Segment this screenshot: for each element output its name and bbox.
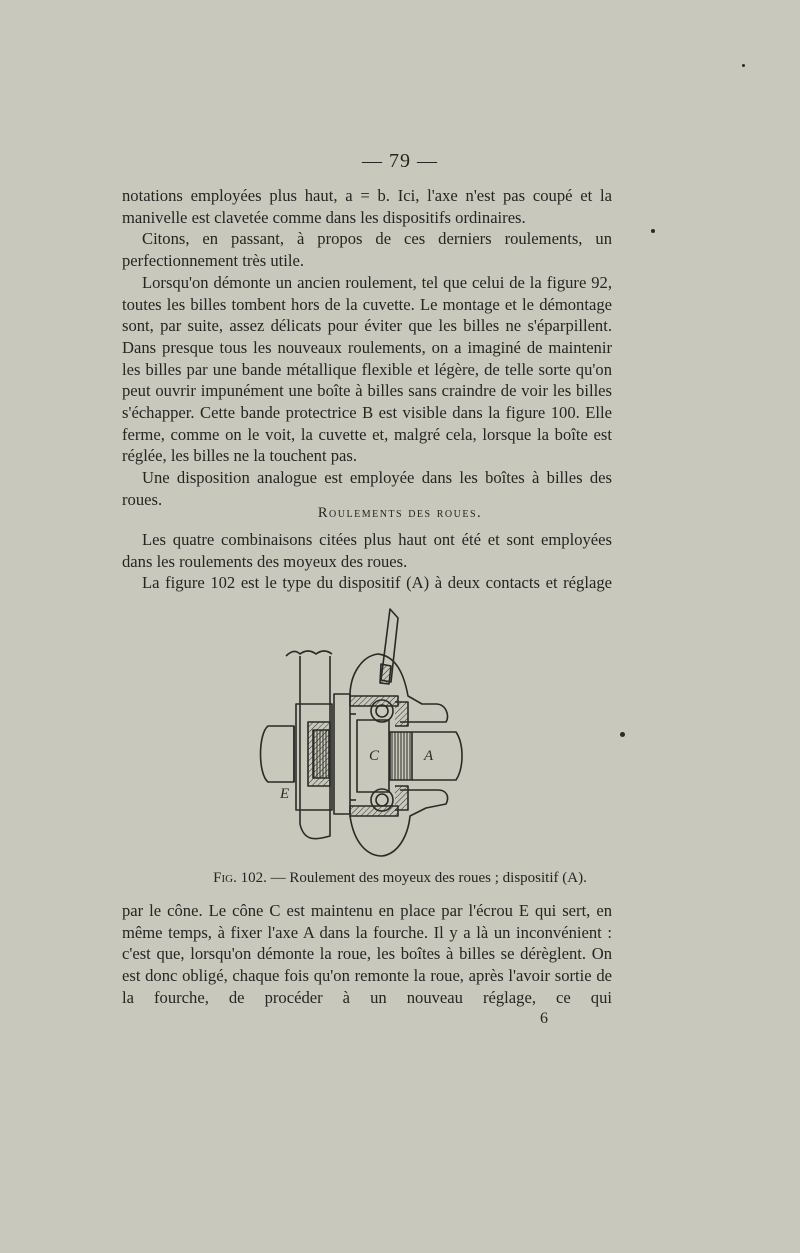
- figure-caption: [0, 870, 800, 887]
- label-axle: A: [424, 748, 434, 764]
- section-heading: Roulements des roues.: [317, 505, 483, 521]
- label-nut: E: [280, 786, 290, 802]
- text-block-bottom: [122, 900, 612, 1009]
- page-number: — 79 —: [362, 150, 438, 172]
- paper-speck: [620, 732, 625, 737]
- hub-bearing-figure: [250, 604, 470, 862]
- text-block-top: [122, 185, 612, 511]
- signature-mark: 6: [540, 1010, 548, 1027]
- paragraph: Une disposition analogue est employée dans les boîtes à billes des roues.: [122, 468, 612, 509]
- figure-number: Fig. 102.: [213, 870, 267, 886]
- label-cone: C: [369, 748, 380, 764]
- paragraph: Citons, en passant, à propos de ces derniers roulements, un perfectionnement très utile.: [122, 229, 612, 271]
- text-block-middle: [122, 529, 612, 594]
- paragraph: Les quatre combinaisons citées plus haut ont été et sont employées dans les roulements des moyeux des roues.: [122, 530, 612, 571]
- paragraph: La figure 102 est le type du dispositif (A) à deux contacts et réglage: [142, 573, 612, 593]
- hub-bearing-drawing: [250, 604, 470, 862]
- paragraph: notations employées plus haut, a = b. Ici, l'axe n'est pas coupé et la manivelle est clavetée comme dans les dispositifs ordinaires.: [122, 186, 612, 227]
- paragraph: Lorsqu'on démonte un ancien roulement, tel que celui de la figure 92, toutes les billes tombent hors de la cuvette. Le montage et le démontage sont, par suite, assez délicats pour éviter que les billes ne s'éparpillent. Dans presque tous les nouveaux roulements, on a imaginé de maintenir les billes par une bande métallique flexible et légère, de telle sorte qu'on peut ouvrir impunément une boîte à billes sans craindre de voir les billes s'échapper. Cette bande protectrice B est visible dans la figure 100. Elle ferme, comme on le voit, la cuvette et, malgré cela, lorsque la boîte est réglée, les billes ne la touchent pas.: [122, 272, 612, 466]
- caption-text: — Roulement des moyeux des roues ; dispositif (A).: [266, 870, 587, 886]
- paper-speck: [651, 229, 655, 233]
- paragraph: par le cône. Le cône C est maintenu en place par l'écrou E qui sert, en même temps, à fixer l'axe A dans la fourche. Il y a là un inconvénient : c'est que, lorsqu'on démonte la roue, les boîtes à billes se dérèglent. On est donc obligé, chaque fois qu'on remonte la roue, après l'avoir sortie de la fourche, de procéder à un nouveau réglage, ce qui: [122, 901, 612, 1007]
- paper-speck: [742, 64, 745, 67]
